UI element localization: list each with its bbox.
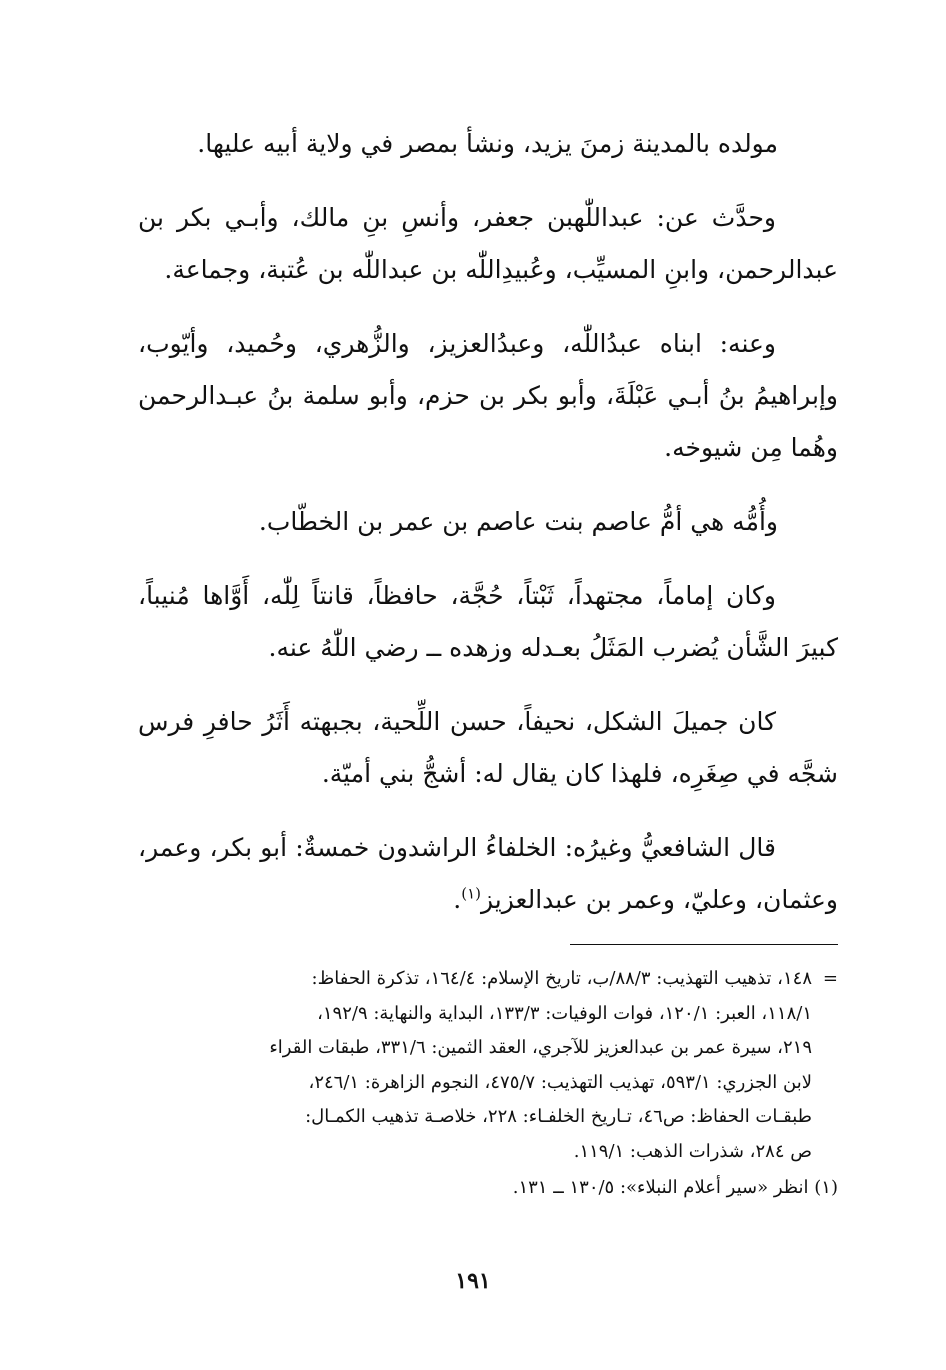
paragraph-narrators: وعنه: ابناه عبدُاللّٰه، وعبدُالعزيز، والزُّهري، وحُميد، وأيّوب، وإبراهيمُ بنُ أبـي عَبْلَةَ، وأبو بكر بن حزم، وأبو سلمة بنُ عبـدالرحمن وهُما مِن شيوخه. bbox=[138, 329, 838, 462]
footnote-source-line: طبقـات الحفاظ: ص٤٦، تـاريخ الخلفـاء: ٢٢٨، خلاصـة تذهيب الكمـال: bbox=[305, 1106, 812, 1127]
footnote-divider bbox=[570, 944, 838, 945]
footnote-source-line: ١٤٨، تذهيب التهذيب: ٨٨/٣/ب، تاريخ الإسلام: ١٦٤/٤، تذكرة الحفاظ: bbox=[311, 968, 812, 989]
main-text bbox=[138, 118, 838, 948]
paragraph-character: وكان إماماً، مجتهداً، ثَبْتاً، حُجَّة، حافظاً، قانتاً لِلّٰه، أَوَّاها مُنيباً، كبيرَ الشَّأن يُضرب المَثَلُ بعـدله وزهده ــ رضي اللّٰهُ عنه. bbox=[138, 581, 838, 662]
page-number: ١٩١ bbox=[455, 1268, 491, 1294]
footnote-reference-marker: (١) bbox=[461, 884, 482, 903]
paragraph-birth: مولده بالمدينة زمنَ يزيد، ونشأ بمصر في ولاية أبيه عليها. bbox=[197, 129, 778, 158]
continuation-marker: = bbox=[822, 968, 838, 989]
paragraph-narrated-from: وحدَّث عن: عبداللّٰهبن جعفر، وأنسِ بنِ مالك، وأبـي بكر بن عبدالرحمن، وابنِ المسيِّب، وعُبيدِاللّٰه بن عبداللّٰه بن عُتبة، وجماعة. bbox=[138, 203, 838, 284]
footnote-source-line: ص ٢٨٤، شذرات الذهب: ١١٩/١. bbox=[573, 1140, 812, 1162]
paragraph-mother: وأُمُّه هي أمُّ عاصم بنت عاصم بن عمر بن الخطّاب. bbox=[258, 507, 778, 536]
paragraph-caliphs-end: . bbox=[453, 885, 462, 914]
footnote-source-line: ٢١٩، سيرة عمر بن عبدالعزيز للآجري، العقد الثمين: ٣٣١/٦، طبقات القراء bbox=[269, 1037, 812, 1058]
paragraph-caliphs-text: قال الشافعيُّ وغيرُه: الخلفاءُ الراشدون خمسةٌ: أبو بكر، وعمر، وعثمان، وعليّ، وعمر بن عبدالعزيز bbox=[138, 833, 838, 914]
footnote-source-line: ١١٨/١، العبر: ١٢٠/١، فوات الوفيات: ١٣٣/٣، البداية والنهاية: ١٩٢/٩، bbox=[317, 1002, 812, 1024]
footnote-sources bbox=[140, 962, 838, 1169]
footnotes bbox=[140, 962, 838, 1206]
paragraph-appearance: كان جميلَ الشكل، نحيفاً، حسن اللِّحية، بجبهته أَثَرُ حافرِ فرس شجَّه في صِغَرِه، فلهذا كان يقال له: أشجُّ بني أميّة. bbox=[138, 707, 838, 788]
paragraph-caliphs bbox=[138, 822, 838, 926]
footnote-note-1: (١) انظر «سير أعلام النبلاء»: ١٣٠/٥ ــ ١٣١. bbox=[512, 1177, 838, 1198]
footnote-source-line: لابن الجزري: ٥٩٣/١، تهذيب التهذيب: ٤٧٥/٧، النجوم الزاهرة: ٢٤٦/١، bbox=[308, 1071, 812, 1093]
